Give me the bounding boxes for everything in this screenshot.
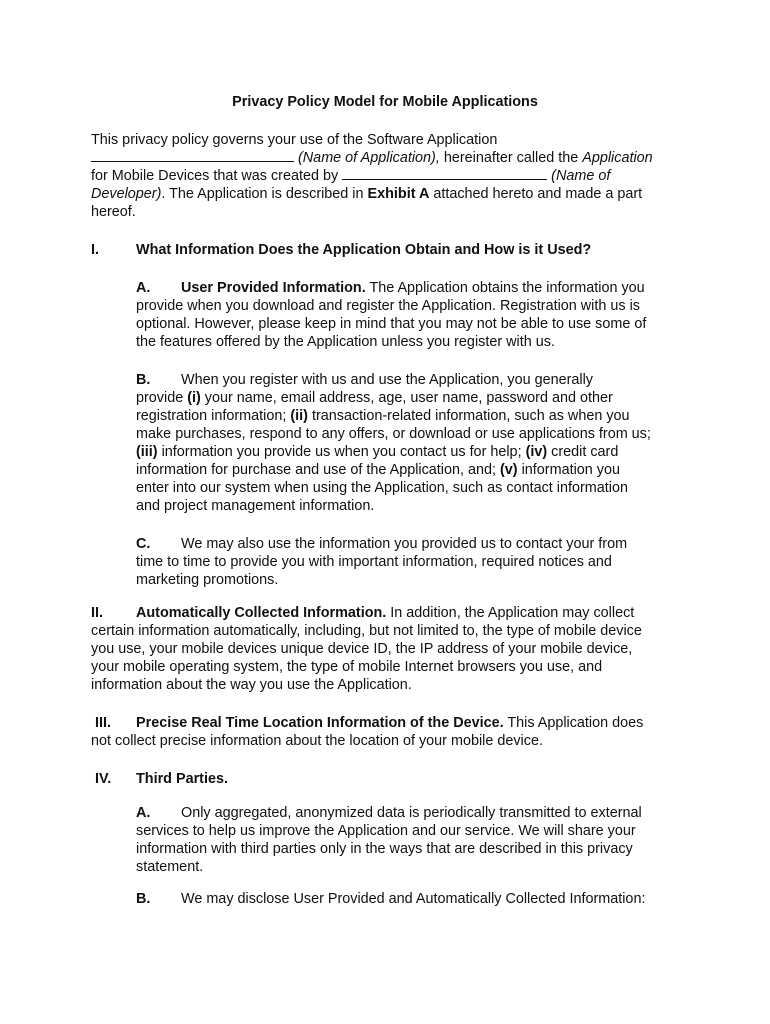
intro-line: hereof. (91, 204, 136, 220)
section-4a-line: information with third parties only in the ways that are described in this privacy (136, 841, 633, 857)
section-1b-line: information for purchase and use of the Application, and; (v) information you (136, 462, 620, 478)
section-1c-line: time to time to provide you with important information, required notices and (136, 554, 612, 570)
section-1c-paragraph: C. We may also use the information you provided us to contact your from (136, 536, 628, 552)
intro-line (91, 131, 497, 149)
developer-name-blank (342, 167, 547, 180)
section-1b-line: provide (i) your name, email address, age, user name, password and other (136, 390, 613, 406)
section-4-heading: IV. Third Parties. (95, 771, 228, 787)
section-1a-line: optional. However, please keep in mind that you may not be able to use some of (136, 316, 647, 332)
app-name-placeholder: (Name of Application), (298, 150, 440, 166)
intro-text: This privacy policy governs your use of the Software Application (91, 132, 498, 148)
exhibit-reference: Exhibit A (367, 186, 430, 202)
section-1b-paragraph: B. When you register with us and use the Application, you generally (136, 372, 593, 388)
section-1a-line: provide when you download and register the Application. Registration with us is (136, 298, 640, 314)
intro-line: (Name of Application), hereinafter called the Application (91, 149, 653, 167)
intro-line: Developer). The Application is described in Exhibit A attached hereto and made a part (91, 186, 643, 202)
section-2-line: your mobile operating system, the type of mobile Internet browsers you use, and (91, 659, 603, 675)
section-2-paragraph: II. Automatically Collected Information. In addition, the Application may collect (91, 605, 635, 621)
section-4a-line: services to help us improve the Application and our service. We will share your (136, 823, 636, 839)
section-1b-line: registration information; (ii) transaction-related information, such as when you (136, 408, 630, 424)
section-4a-line: statement. (136, 859, 204, 875)
section-1-heading: I. What Information Does the Application Obtain and How is it Used? (91, 242, 592, 258)
section-4b-paragraph: B. We may disclose User Provided and Automatically Collected Information: (136, 891, 646, 907)
section-4a-paragraph: A. Only aggregated, anonymized data is periodically transmitted to external (136, 805, 642, 821)
intro-line: for Mobile Devices that was created by (Name of (91, 168, 611, 184)
section-3-paragraph: III. Precise Real Time Location Information of the Device. This Application does (95, 715, 644, 731)
section-1c-line: marketing promotions. (136, 572, 279, 588)
developer-name-placeholder: (Name of (551, 168, 611, 184)
section-1b-line: and project management information. (136, 498, 375, 514)
section-3-line: not collect precise information about the location of your mobile device. (91, 733, 543, 749)
document-title: Privacy Policy Model for Mobile Applications (232, 94, 538, 110)
section-2-line: certain information automatically, including, but not limited to, the type of mobile device (91, 623, 642, 639)
app-name-blank (91, 149, 294, 162)
section-1a-paragraph: A. User Provided Information. The Application obtains the information you (136, 280, 645, 296)
section-1a-line: the features offered by the Application unless you register with us. (136, 334, 555, 350)
section-2-line: information about the way you use the Application. (91, 677, 412, 693)
section-1b-line: (iii) information you provide us when you contact us for help; (iv) credit card (136, 444, 619, 460)
section-2-line: you use, your mobile devices unique device ID, the IP address of your mobile device, (91, 641, 633, 657)
section-1b-line: make purchases, respond to any offers, or download or use applications from us; (136, 426, 651, 442)
section-1b-line: enter into our system when using the Application, such as contact information (136, 480, 628, 496)
